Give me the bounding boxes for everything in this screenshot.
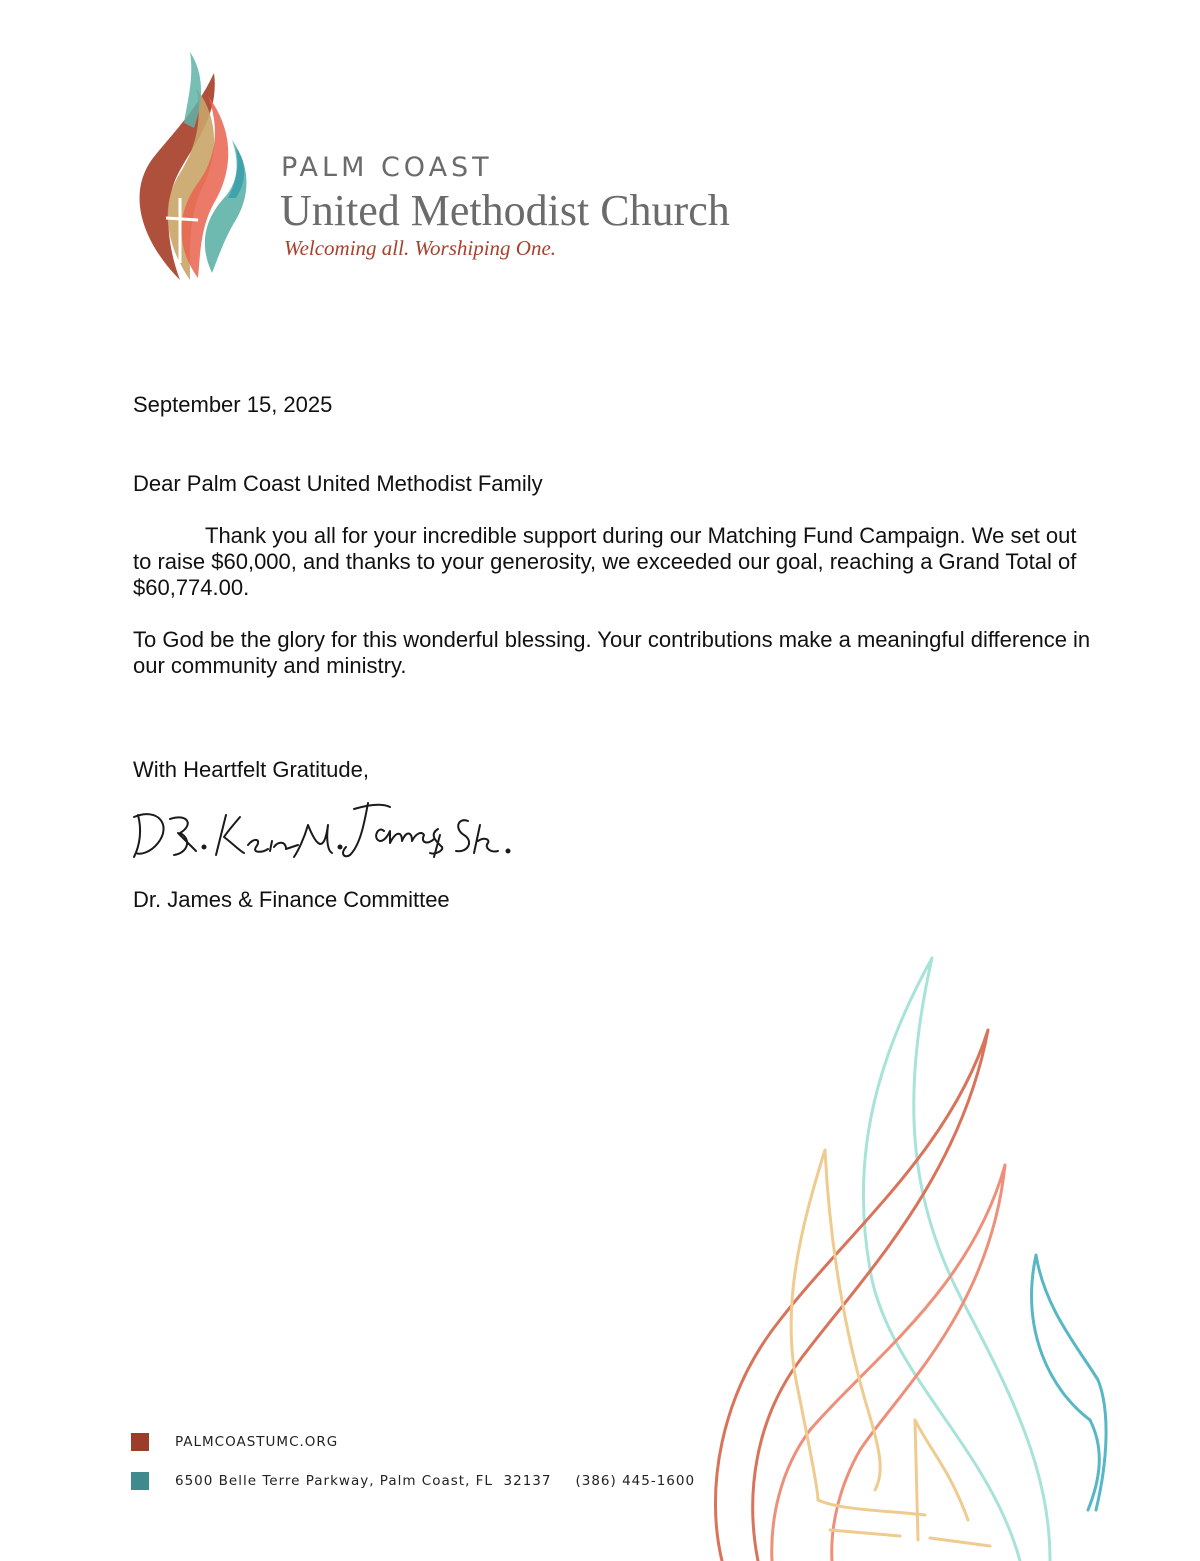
- org-name-top: PALM COAST: [281, 152, 493, 183]
- handwritten-signature: [128, 795, 518, 865]
- footer-swatch-rust: [131, 1433, 149, 1451]
- letter-paragraph-1: [133, 523, 1093, 601]
- footer-swatch-teal: [131, 1472, 149, 1490]
- decorative-flame-icon: [700, 950, 1200, 1561]
- flame-cross-logo-icon: [128, 48, 248, 288]
- letter-paragraph-1-text: Thank you all for your incredible support during our Matching Fund Campaign. We set out to raise $60,000, and thanks to your generosity, we exceeded our goal, reaching a Grand Total of $60,774.00.: [133, 523, 1077, 600]
- org-tagline: Welcoming all. Worshiping One.: [284, 236, 557, 260]
- footer-address: 6500 Belle Terre Parkway, Palm Coast, FL 32137: [175, 1473, 552, 1489]
- letter-paragraph-2: To God be the glory for this wonderful blessing. Your contributions make a meaningful difference in our community and ministry.: [133, 627, 1091, 678]
- letter-closing: With Heartfelt Gratitude,: [133, 757, 369, 782]
- org-name-main: United Methodist Church: [280, 186, 730, 235]
- letter-signer: Dr. James & Finance Committee: [133, 887, 450, 912]
- footer-website-row: [131, 1433, 338, 1451]
- letter-salutation: Dear Palm Coast United Methodist Family: [133, 471, 543, 496]
- footer-website[interactable]: PALMCOASTUMC.ORG: [175, 1434, 339, 1450]
- footer-address-row: [131, 1472, 695, 1490]
- footer-phone: (386) 445-1600: [575, 1473, 696, 1489]
- letter-date: September 15, 2025: [133, 392, 333, 417]
